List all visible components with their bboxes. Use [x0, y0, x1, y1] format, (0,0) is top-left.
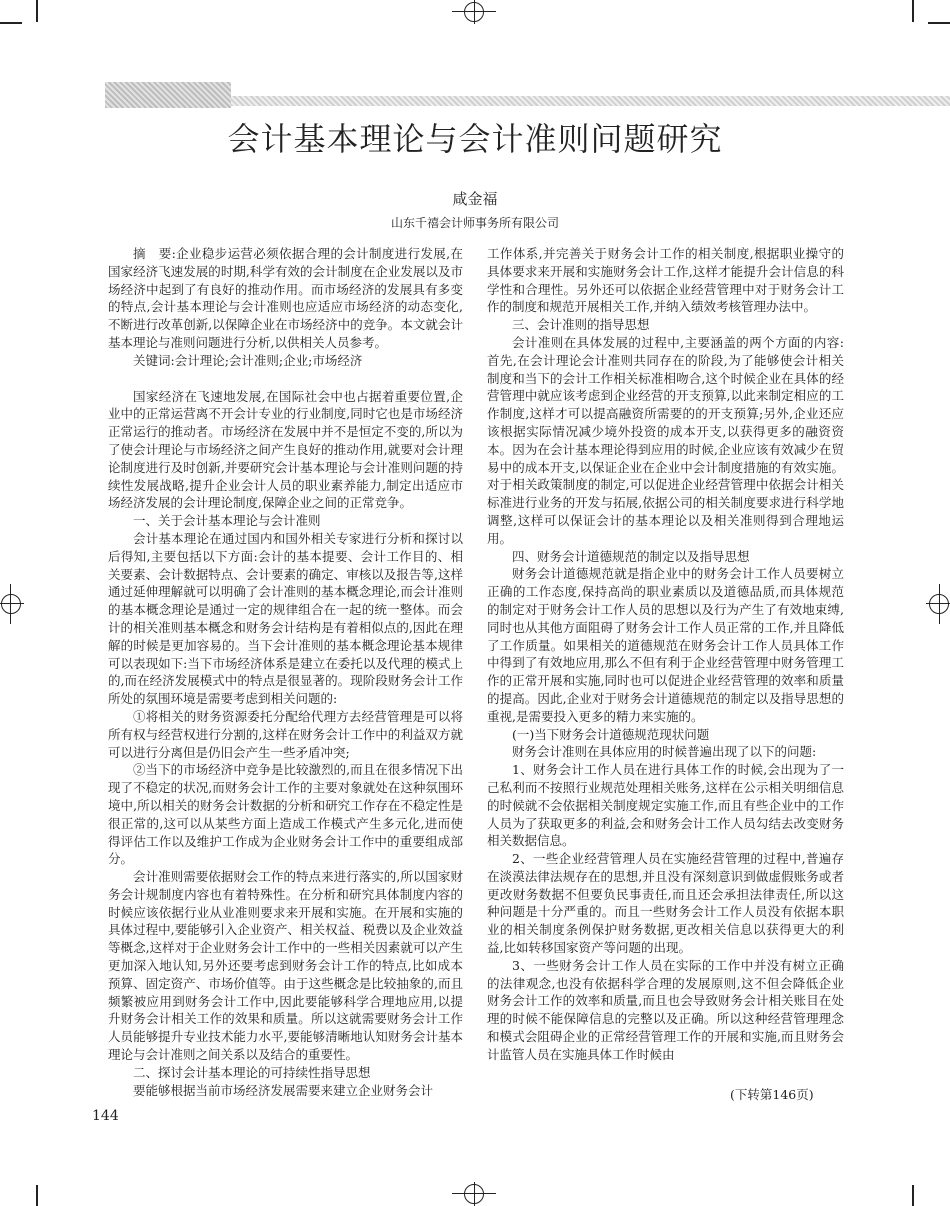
section-heading: 三、会计准则的指导思想 [512, 317, 650, 333]
list-item: 3、一些财务会计工作人员在实际的工作中并没有树立正确的法律观念,也没有依据科学合理的发展原则,这不但会降低企业财务会计工作的效率和质量,而且也会导致财务会计相关账目在处理的时候不能保障信息的完整以及正确。所以这种经营管理理念和模式会阻碍企业的正常经营管理工作的开展和实施,而且财务会计监管人员在实施具体工作时候由 [487, 957, 844, 1062]
paragraph: ①将相关的财务资源委托分配给代理方去经营管理是可以将所有权与经营权进行分割的,这样在财务会计工作中的利益双方就可以进行分离但是仍旧会产生一些矛盾冲突; [108, 708, 463, 760]
registration-line-left-h [0, 603, 24, 604]
list-item: 1、财务会计工作人员在进行具体工作的时候,会出现为了一己私利而不按照行业规范处理相关账务,这样在公示相关明细信息的时候就不会依据相关制度规定实施工作,而且有些企业中的工作人员为了获取更多的利益,会和财务会计工作人员勾结去改变财务相关数据信息。 [487, 762, 844, 849]
paragraph: 会计准则需要依据财会工作的特点来进行落实的,所以国家财务会计规制度内容也有着特殊性。在分析和研究具体制度内容的时候应该依据行业从业准则要求来开展和实施。在开展和实施的具体过程中,要能够引入企业资产、相关权益、税费以及企业效益等概念,这样对于企业财务会计工作中的一些相关因素就可以产生更加深入地认知,另外还要考虑到财务会计工作的特点,比如成本预算、固定资产、市场价值等。由于这些概念是比较抽象的,而且频繁被应用到财务会计工作中,因此要能够科学合理地应用,以提升财务会计相关工作的效果和质量。所以这就需要财务会计工作人员能够提升专业技术能力水平,要能够清晰地认知财务会计基本理论与会计准则之间关系以及结合的重要性。 [108, 869, 463, 1063]
paragraph: 要能够根据当前市场经济发展需要来建立企业财务会计 [133, 1082, 434, 1098]
left-column [108, 245, 463, 1099]
header-decoration-bar [231, 96, 950, 106]
crop-mark-top-right-h [928, 22, 950, 24]
subsection-heading: (一)当下财务会计道德规范现状问题 [512, 726, 710, 742]
paragraph: 会计准则在具体发展的过程中,主要涵盖的两个方面的内容:首先,在会计理论会计准则共同存在的阶段,为了能够使会计相关制度和当下的会计工作相关标准相吻合,这个时候企业在具体的经营管理中就应该考虑到企业经营的开支预算,以此来制定相应的工作制度,这样才可以提高融资所需要的的开支预算;另外,企业还应该根据实际情况减少境外投资的成本开支,以获得更多的融资资本。因为在会计基本理论得到应用的时候,企业应该有效减少在贸易中的成本开支,以保证企业在企业中会计制度措施的有效实施。对于相关政策制度的制定,可以促进企业经营管理中依据会计相关标准进行业务的开发与拓展,依据公司的相关制度要求进行科学地调整,这样可以保证会计的基本理论以及相关准则得到合理地运用。 [487, 334, 844, 546]
paragraph: 财务会计准则在具体应用的时候普遍出现了以下的问题: [512, 744, 817, 760]
paragraph: 工作体系,并完善关于财务会计工作的相关制度,根据职业操守的具体要求来开展和实施财务会计工作,这样才能提升会计信息的科学性和合理性。另外还可以依据企业经营管理中对于财务会计工作的制度和规范开展相关工作,并纳入绩效考核管理办法中。 [487, 246, 844, 315]
header-decoration [105, 82, 231, 108]
right-column [487, 245, 844, 1064]
page-number: 144 [92, 1108, 119, 1124]
registration-line-top-v [474, 0, 475, 24]
paragraph: ②当下的市场经济中竞争是比较激烈的,而且在很多情况下出现了不稳定的状况,而财务会计工作的主要对象就处在这种氛围环境中,所以相关的财务会计数据的分析和研究工作存在不稳定性是很正常的,这可以从某些方面上造成工作模式产生多元化,进而使得评估工作以及维护工作成为企业财务会计工作中的重要组成部分。 [108, 762, 463, 867]
continued-note: (下转第146页) [730, 1087, 814, 1102]
keywords: 关键词:会计理论;会计准则;企业;市场经济 [133, 352, 363, 368]
registration-line-right-h [926, 603, 950, 604]
crop-mark-top-left-h [0, 22, 22, 24]
crop-mark-bottom-left [36, 1185, 38, 1206]
author-name: 咸金福 [452, 190, 498, 208]
registration-line-left-v [10, 584, 11, 624]
registration-target-left-icon [1, 594, 21, 614]
paragraph: 国家经济在飞速地发展,在国际社会中也占据着重要位置,企业中的正常运营离不开会计专业的行业制度,同时它也是市场经济正常运行的推动者。市场经济在发展中并不是恒定不变的,所以为了使会计理论与市场经济之间产生良好的推动作用,就要对会计理论制度进行及时创新,并要研究会计基本理论与会计准则问题的持续性发展战略,提升企业会计人员的职业素养能力,制定出适应市场经济发展的会计理论制度,保障企业之间的正常竞争。 [108, 388, 463, 511]
crop-mark-top-left [36, 0, 38, 22]
abstract: 摘 要:企业稳步运营必须依据合理的会计制度进行发展,在国家经济飞速发展的时期,科学有效的会计制度在企业发展以及市场经济中起到了有良好的推动作用。而市场经济的发展具有多变的特点,会计基本理论与会计准则也应适应市场经济的动态变化,不断进行改革创新,以保障企业在市场经济中的竞争。本文就会计基本理论与准则问题进行分析,以供相关人员参考。 [108, 246, 463, 350]
author-affiliation: 山东千禧会计师事务所有限公司 [390, 216, 559, 230]
list-item: 2、一些企业经营管理人员在实施经营管理的过程中,普遍存在淡漠法律法规存在的思想,并且没有深刻意识到做虚假账务或者更改财务数据不但要负民事责任,而且还会承担法律责任,所以这种问题是十分严重的。而且一些财务会计工作人员没有依据本职业的相关制度条例保护财务数据,更改相关信息以获得更大的利益,比如转移国家资产等问题的出现。 [487, 851, 844, 956]
registration-line-right-v [939, 584, 940, 624]
section-heading: 四、财务会计道德规范的制定以及指导思想 [512, 548, 750, 564]
crop-mark-bottom-right [912, 1185, 914, 1206]
section-heading: 二、探讨会计基本理论的可持续性指导思想 [133, 1064, 371, 1080]
paragraph: 会计基本理论在通过国内和国外相关专家进行分析和探讨以后得知,主要包括以下方面:会计的基本提要、会计工作目的、相关要素、会计数据特点、会计要素的确定、审核以及报告等,这样通过延伸理解就可以明确了会计准则的基本概念理论,而会计准则的基本概念理论是通过一定的规律组合在一起的统一整体。而会计的相关准则基本概念和财务会计结构是有着相似点的,因此在理解的时候是更加容易的。当下会计准则的基本概念理论基本规律可以表现如下:当下市场经济体系是建立在委托以及代理的模式上的,而在经济发展模式中的特点是很显著的。现阶段财务会计工作所处的氛围环境是需要考虑到相关问题的: [108, 530, 463, 707]
paragraph: 财务会计道德规范就是指企业中的财务会计工作人员要树立正确的工作态度,保持高尚的职业素质以及道德品质,而具体规范的制定对于财务会计工作人员的思想以及行为产生了有效地束缚,同时也从其他方面阻碍了财务会计工作人员正常的工作,并且降低了工作质量。如果相关的道德规范在财务会计工作人员具体工作中得到了有效地应用,那么不但有利于企业经营管理中财务管理工作的正常开展和实施,同时也可以促进企业经营管理的效率和质量的提高。因此,企业对于财务会计道德规范的制定以及指导思想的重视,是需要投入更多的精力来实施的。 [487, 566, 844, 724]
registration-line-bottom-v [474, 1182, 475, 1206]
crop-mark-top-right [912, 0, 914, 22]
article-title: 会计基本理论与会计准则问题研究 [227, 120, 723, 158]
section-heading: 一、关于会计基本理论与会计准则 [133, 513, 321, 529]
